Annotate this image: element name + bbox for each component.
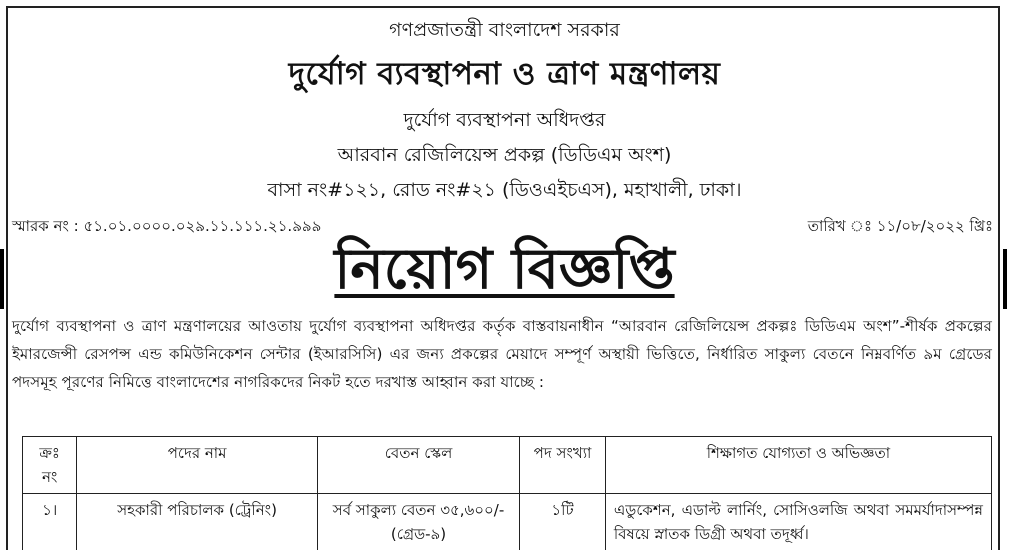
header-qualification: শিক্ষাগত যোগ্যতা ও অভিজ্ঞতা	[605, 437, 991, 494]
ministry-title: দুর্যোগ ব্যবস্থাপনা ও ত্রাণ মন্ত্রণালয়	[288, 56, 721, 92]
project-name: আরবান রেজিলিয়েন্স প্রকল্প (ডিডিএম অংশ)	[337, 144, 672, 166]
government-title: গণপ্রজাতন্ত্রী বাংলাদেশ সরকার	[389, 19, 620, 41]
header-pay-scale: বেতন স্কেল	[317, 437, 519, 494]
notice-heading	[0, 232, 1009, 308]
intro-paragraph: দুর্যোগ ব্যবস্থাপনা ও ত্রাণ মন্ত্রণালয়ের আওতায় দুর্যোগ ব্যবস্থাপনা অধিদপ্তর কর্তৃক বাস্তবায়নাধীন “আরবান রেজিলিয়েন্স প্রকল্পঃ ডিডিএম অংশ”-শীর্ষক প্রকল্পের ইমারজেন্সী রেসপন্স এন্ড কমিউনিকেশন সেন্টার (ইআরসিসি) এর জন্য প্রকল্পের মেয়াদে সম্পূর্ণ অস্থায়ী ভিত্তিতে, নির্ধারিত সাকুল্য বেতনে নিম্নবর্ণিত ৯ম গ্রেডের পদসমূহ পূরণের নিমিত্তে বাংলাদেশের নাগরিকদের নিকট হতে দরখাস্ত আহ্বান করা যাচ্ছে :	[12, 317, 992, 391]
table-header-row	[23, 437, 992, 494]
header-post: পদের নাম	[77, 437, 318, 494]
department-name: দুর্যোগ ব্যবস্থাপনা অধিদপ্তর	[403, 109, 606, 131]
notice-date: তারিখ ঃ ১১/০৮/২০২২ খ্রিঃ	[807, 217, 993, 235]
cell-qualification: এডুকেশন, এডাল্ট লার্নিং, সোসিওলজি অথবা সমমর্যাদাসম্পন্ন বিষয়ে স্নাতক ডিগ্রী অথবা তদূর্ধ্ব।	[605, 494, 991, 550]
vacancy-table	[22, 436, 992, 550]
header-serial: ক্রঃ নং	[23, 437, 77, 494]
cell-post: সহকারী পরিচালক (ট্রেনিং)	[77, 494, 318, 550]
cell-pay-scale: সর্ব সাকুল্য বেতন ৩৫,৬০০/- (গ্রেড-৯)	[317, 494, 519, 550]
office-address: বাসা নং#১২১, রোড নং#২১ (ডিওএইচএস), মহাখালী, ঢাকা।	[267, 179, 742, 201]
memo-number: স্মারক নং : ৫১.০১.০০০০.০২৯.১১.১১১.২১.৯৯৯	[12, 217, 322, 235]
header-post-count: পদ সংখ্যা	[520, 437, 606, 494]
cell-post-count: ১টি	[520, 494, 606, 550]
cell-serial: ১।	[23, 494, 77, 550]
table-row	[23, 494, 992, 550]
notice-heading-text: নিয়োগ বিজ্ঞপ্তি	[334, 237, 675, 302]
